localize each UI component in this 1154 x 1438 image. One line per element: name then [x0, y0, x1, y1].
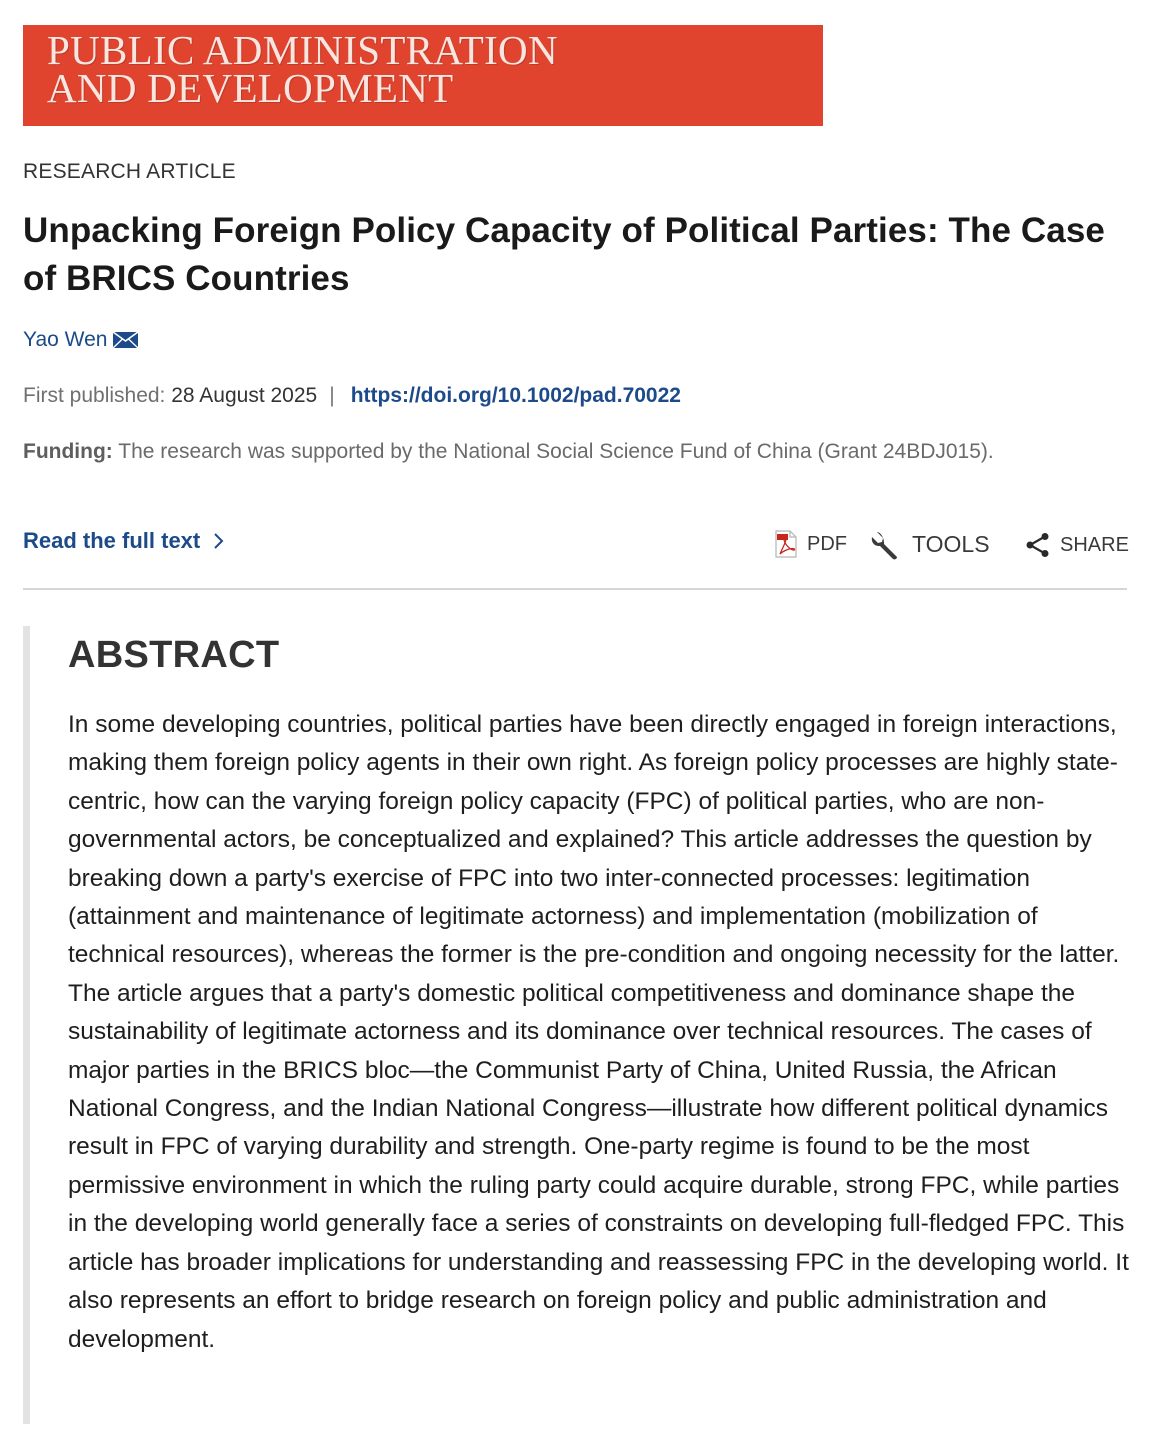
- pdf-icon: [774, 530, 798, 558]
- author-name: Yao Wen: [23, 328, 108, 351]
- share-icon: [1025, 532, 1051, 558]
- author-link[interactable]: [23, 328, 139, 352]
- abstract-text: In some developing countries, political parties have been directly engaged in foreign interactions, making them foreign policy agents in their own right. As foreign policy processes are highly state-centric, how can the varying foreign policy capacity (FPC) of political parties, who are non-governmental actors, be conceptualized and explained? This article addresses the question by breaking down a party's exercise of FPC into two inter-connected processes: legitimation (attainment and maintenance of legitimate actorness) and implementation (mobilization of technical resources), whereas the former is the pre-condition and ongoing necessity for the latter. The article argues that a party's domestic political competitiveness and dominance shape the sustainability of legitimate actorness and its dominance over technical resources. The cases of major parties in the BRICS bloc—the Communist Party of China, United Russia, the African National Congress, and the Indian National Congress—illustrate how different political dynamics result in FPC of varying durability and strength. One-party regime is found to be the most permissive environment in which the ruling party could acquire durable, strong FPC, while parties in the developing world generally face a series of constraints on developing full-fledged FPC. This article has broader implications for understanding and reassessing FPC in the developing world. It also represents an effort to bridge research on foreign policy and public administration and development.: [68, 711, 1129, 1353]
- published-date: 28 August 2025: [171, 384, 318, 407]
- wrench-icon: [871, 528, 903, 560]
- abstract-section: [23, 626, 1127, 1424]
- doi-link[interactable]: https://doi.org/10.1002/pad.70022: [350, 384, 681, 407]
- tools-label: TOOLS: [912, 530, 990, 557]
- journal-name-line2: AND DEVELOPMENT: [47, 65, 454, 111]
- published-label: First published:: [23, 384, 166, 407]
- article-actions: [0, 524, 1154, 564]
- funding-info: [23, 440, 994, 464]
- publication-info: [23, 384, 681, 408]
- funding-label: Funding:: [23, 440, 113, 463]
- article-title: Unpacking Foreign Policy Capacity of Political Parties: The Case of BRICS Countries: [23, 211, 1105, 298]
- read-full-text-label: Read the full text: [23, 528, 201, 553]
- tools-button[interactable]: [871, 528, 990, 560]
- share-label: SHARE: [1060, 533, 1129, 556]
- separator: |: [329, 384, 335, 407]
- mail-icon[interactable]: [112, 331, 139, 349]
- funding-text: The research was supported by the National Social Science Fund of China (Grant 24BDJ015).: [118, 440, 994, 463]
- share-button[interactable]: [1025, 532, 1129, 558]
- article-type: RESEARCH ARTICLE: [23, 160, 236, 183]
- divider: [23, 588, 1127, 590]
- pdf-button[interactable]: [774, 530, 847, 558]
- journal-banner[interactable]: [23, 25, 823, 126]
- abstract-heading: ABSTRACT: [68, 634, 280, 676]
- journal-name-line1: PUBLIC ADMINISTRATION: [47, 27, 558, 73]
- pdf-label: PDF: [807, 532, 847, 555]
